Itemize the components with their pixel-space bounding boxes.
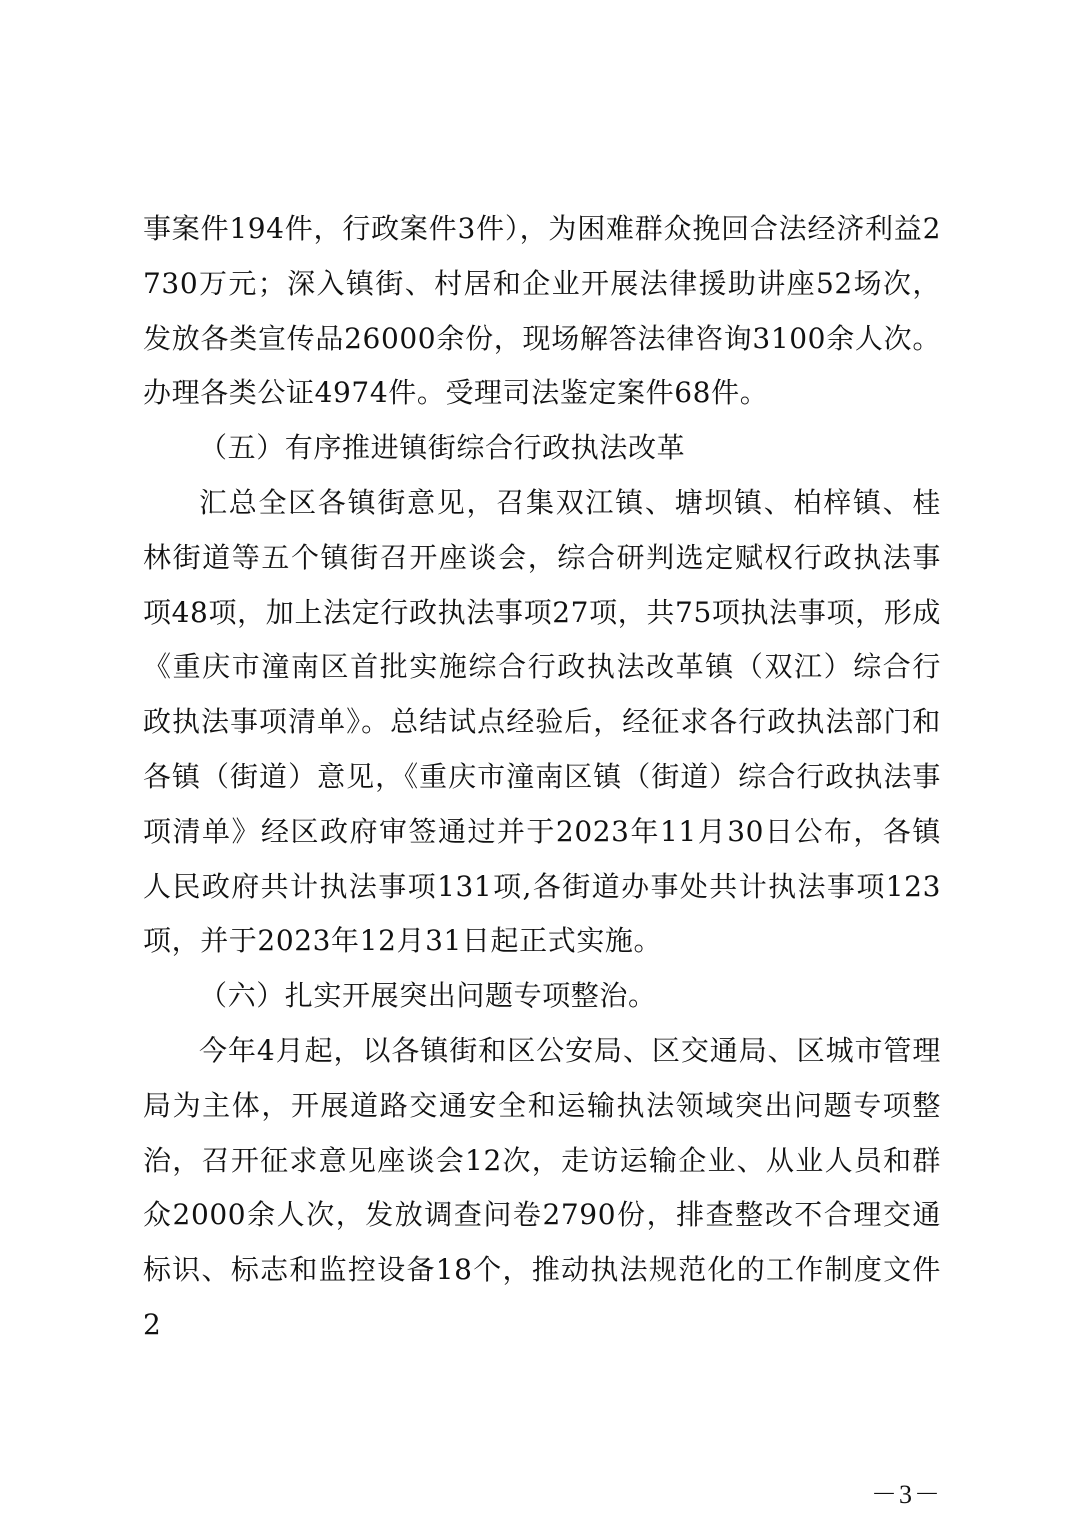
section-heading-5: （五）有序推进镇街综合行政执法改革 [199,431,686,465]
paragraph-continued: 事案件194件，行政案件3件），为困难群众挽回合法经济利益2730万元；深入镇街、村居和企业开展法律援助讲座52场次，发放各类宣传品26000余份，现场解答法律咨询3100余人次。办理各类公证4974件。受理司法鉴定案件68件。 [143,212,941,410]
paragraph-enforcement-reform: 汇总全区各镇街意见，召集双江镇、塘坝镇、柏梓镇、桂林街道等五个镇街召开座谈会，综合研判选定赋权行政执法事项48项，加上法定行政执法事项27项，共75项执法事项，形成《重庆市潼南区首批实施综合行政执法改革镇（双江）综合行政执法事项清单》。总结试点经验后，经征求各行政执法部门和各镇（街道）意见，《重庆市潼南区镇（街道）综合行政执法事项清单》经区政府审签通过并于2023年11月30日公布，各镇人民政府共计执法事项131项,各街道办事处共计执法事项123项，并于2023年12月31日起正式实施。 [143,485,941,958]
section-heading-6: （六）扎实开展突出问题专项整治。 [199,979,657,1013]
page-body [143,202,941,1353]
page-number: －3－ [870,1480,942,1509]
paragraph-special-rectification: 今年4月起，以各镇街和区公安局、区交通局、区城市管理局为主体，开展道路交通安全和运输执法领域突出问题专项整治，召开征求意见座谈会12次，走访运输企业、从业人员和群众2000余人次，发放调查问卷2790份，排查整改不合理交通标识、标志和监控设备18个，推动执法规范化的工作制度文件2 [143,1033,941,1341]
